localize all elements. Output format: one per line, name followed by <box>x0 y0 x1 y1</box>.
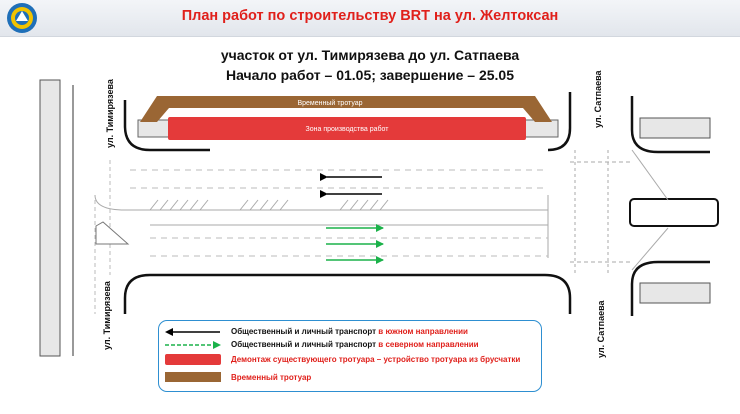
red-box-icon <box>165 354 221 365</box>
hatched-median <box>150 200 388 210</box>
legend-temp-sidewalk-text: Временный тротуар <box>231 373 312 382</box>
legend <box>158 320 542 392</box>
schedule-subtitle: Начало работ – 01.05; завершение – 25.05 <box>225 67 515 83</box>
brown-box-icon <box>165 372 221 382</box>
left-building <box>40 80 60 356</box>
diagonal-ramp <box>632 150 668 200</box>
street-label-satpaev: ул. Сатпаева <box>593 70 603 128</box>
legend-south-dir: в южном направлении <box>378 327 468 336</box>
legend-dismantle-text: Демонтаж существующего тротуара – устройство тротуара из брусчатки <box>231 355 521 364</box>
page-title: План работ по строительству BRT на ул. Желтоксан <box>181 8 559 24</box>
left-turn-lane <box>95 195 548 225</box>
street-label-satpaev: ул. Сатпаева <box>596 300 606 358</box>
work-zone-label: Зона производства работ <box>305 126 389 133</box>
street-label-timiryazev: ул. Тимирязева <box>102 281 112 350</box>
black-arrow-icon <box>165 327 221 337</box>
legend-south-text: Общественный и личный транспорт <box>231 327 379 336</box>
section-subtitle: участок от ул. Тимирязева до ул. Сатпаева <box>220 47 520 63</box>
street-label-timiryazev: ул. Тимирязева <box>105 79 115 148</box>
right-building-bottom <box>640 283 710 303</box>
south-curb-west <box>125 275 570 314</box>
legend-north-text: Общественный и личный транспорт <box>231 340 379 349</box>
legend-north-dir: в северном направлении <box>378 340 479 349</box>
temporary-sidewalk-label: Временный тротуар <box>297 100 363 107</box>
right-median-island <box>630 199 718 226</box>
right-building-top <box>640 118 710 138</box>
green-arrow-icon <box>165 340 221 350</box>
traffic-island-triangle <box>96 222 128 244</box>
